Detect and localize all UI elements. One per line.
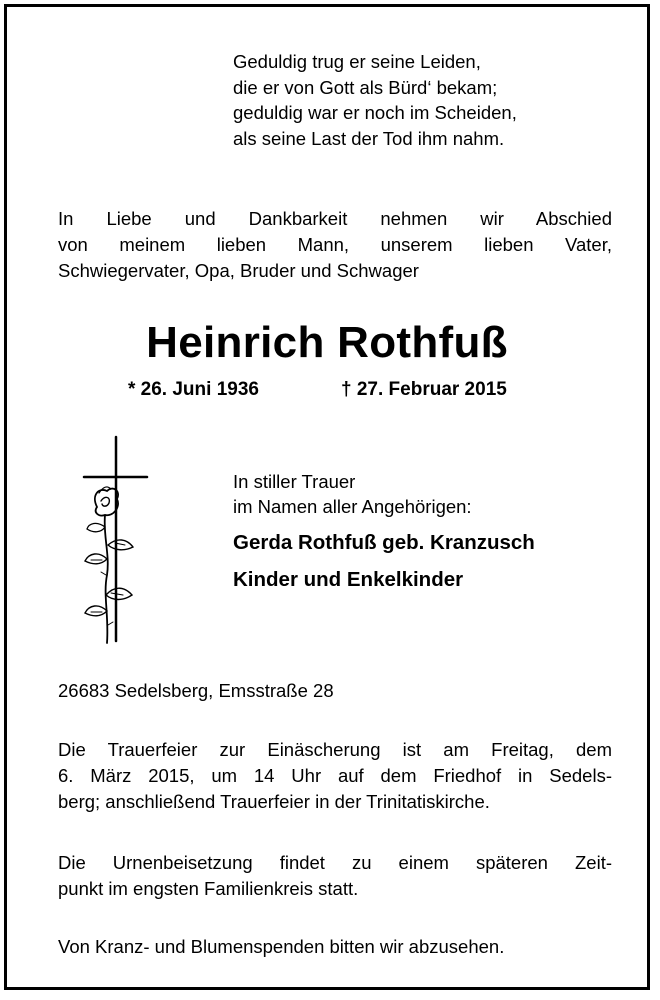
poem-line: die er von Gott als Bürd‘ bekam; bbox=[233, 76, 498, 98]
mourning-line: In stiller Trauer bbox=[233, 471, 356, 492]
mourning-note bbox=[233, 469, 472, 519]
funeral-line: 6. März 2015, um 14 Uhr auf dem Friedhof in Sedels- bbox=[58, 765, 612, 786]
intro-paragraph bbox=[58, 206, 612, 284]
poem bbox=[233, 49, 517, 151]
poem-line: als seine Last der Tod ihm nahm. bbox=[233, 127, 505, 149]
closing-line: Von Kranz- und Blumenspenden bitten wir abzusehen. bbox=[58, 936, 505, 957]
closing-paragraph bbox=[58, 934, 612, 960]
urn-paragraph bbox=[58, 850, 612, 902]
intro-line: von meinem lieben Mann, unserem lieben Vater, bbox=[58, 234, 612, 255]
intro-line: Schwiegervater, Opa, Bruder und Schwager bbox=[58, 260, 419, 281]
intro-line: In Liebe und Dankbarkeit nehmen wir Abschied bbox=[58, 208, 612, 229]
mourning-line: im Namen aller Angehörigen: bbox=[233, 496, 472, 517]
poem-line: Geduldig trug er seine Leiden, bbox=[233, 51, 481, 72]
obituary-notice bbox=[4, 4, 650, 990]
cross-with-rose-icon bbox=[77, 435, 153, 647]
funeral-line: berg; anschließend Trauerfeier in der Trinitatiskirche. bbox=[58, 791, 490, 812]
family-name-children: Kinder und Enkelkinder bbox=[233, 568, 464, 591]
funeral-paragraph bbox=[58, 737, 612, 815]
urn-line: punkt im engsten Familienkreis statt. bbox=[58, 878, 359, 899]
birth-date: * 26. Juni 1936 bbox=[128, 379, 259, 400]
poem-line: geduldig war er noch im Scheiden, bbox=[233, 102, 517, 123]
address: 26683 Sedelsberg, Emsstraße 28 bbox=[58, 680, 334, 701]
death-date: † 27. Februar 2015 bbox=[341, 379, 507, 400]
funeral-line: Die Trauerfeier zur Einäscherung ist am Freitag, dem bbox=[58, 739, 612, 760]
urn-line: Die Urnenbeisetzung findet zu einem späteren Zeit- bbox=[58, 852, 612, 873]
family-name-spouse: Gerda Rothfuß geb. Kranzusch bbox=[233, 531, 535, 554]
deceased-name: Heinrich Rothfuß bbox=[146, 318, 508, 367]
